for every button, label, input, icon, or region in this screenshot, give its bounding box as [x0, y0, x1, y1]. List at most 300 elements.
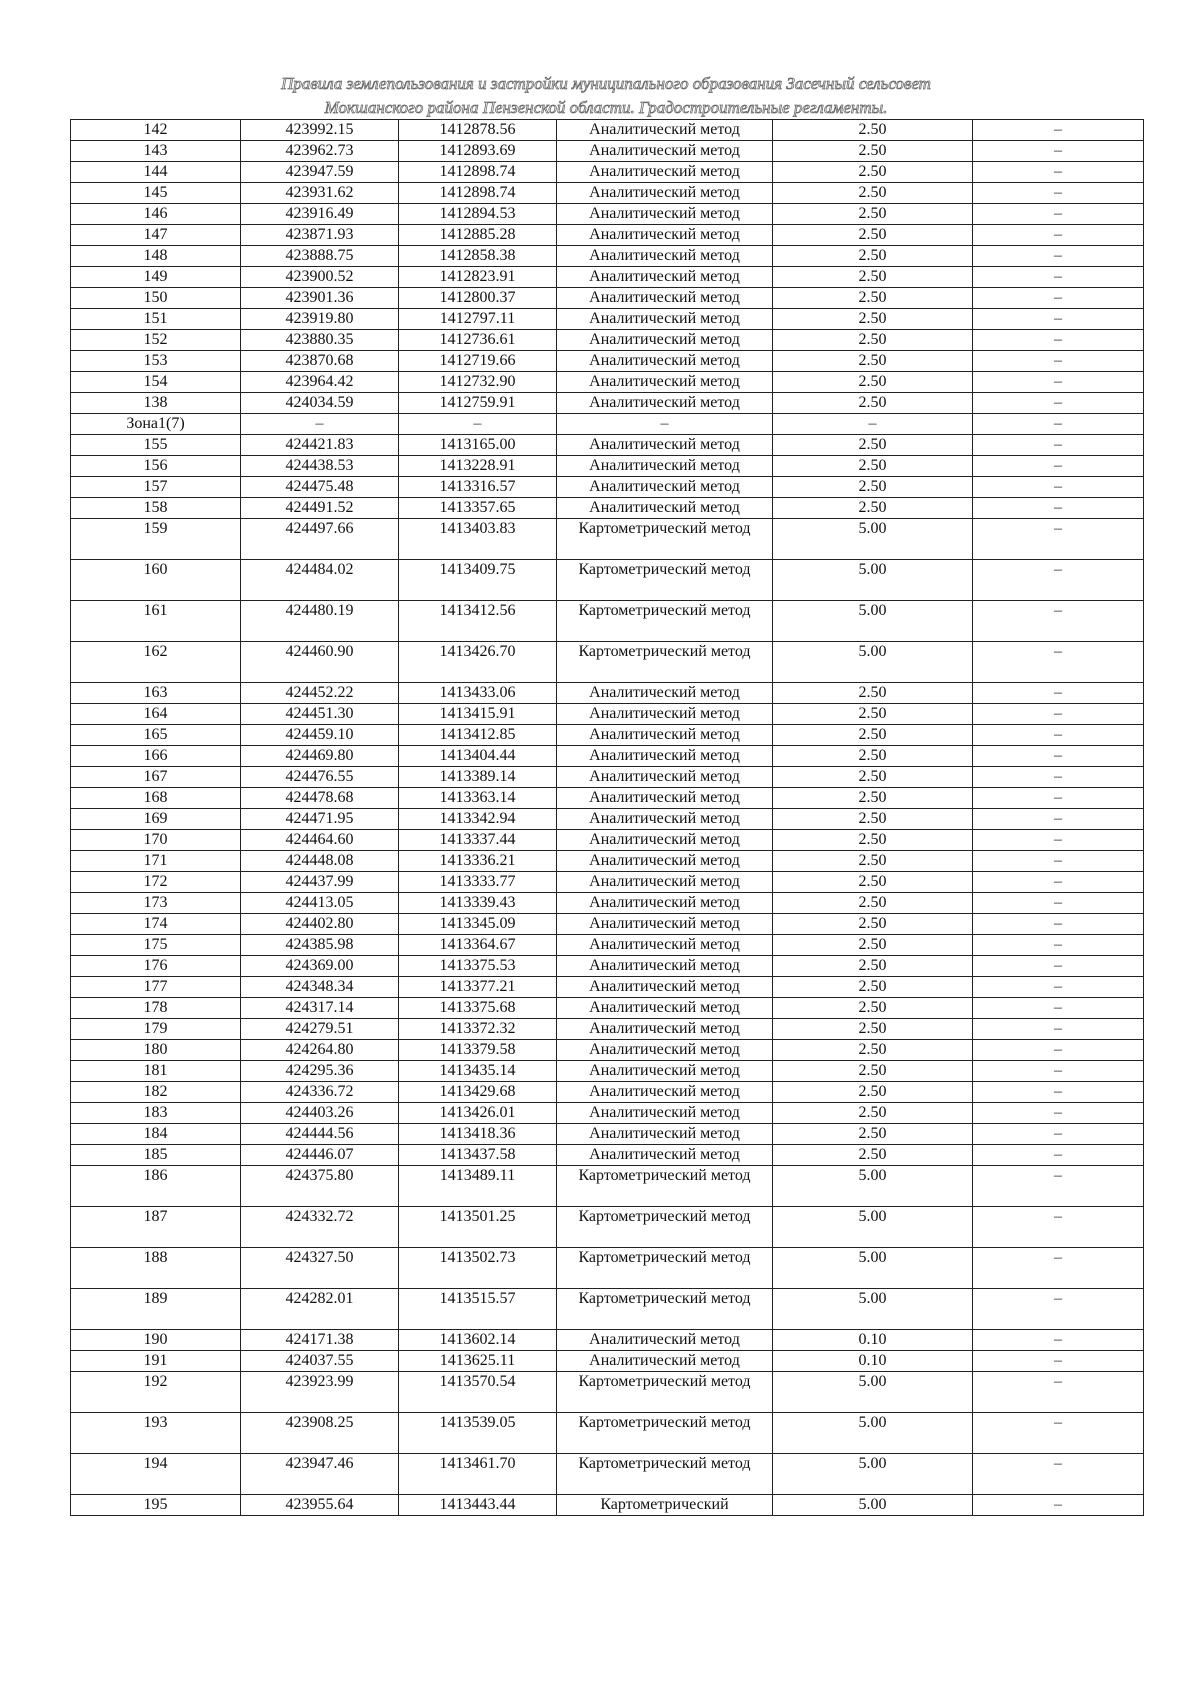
x-coordinate-cell: 424491.52 — [241, 498, 399, 519]
y-coordinate-cell: 1413377.21 — [399, 977, 557, 998]
method-cell: Аналитический метод — [557, 330, 773, 351]
note-cell: – — [973, 183, 1144, 204]
x-coordinate-cell: 424375.80 — [241, 1166, 399, 1207]
table-row — [71, 246, 1144, 267]
point-number-cell: 166 — [71, 746, 241, 767]
table-row — [71, 1248, 1144, 1289]
accuracy-cell: 5.00 — [773, 1413, 973, 1454]
y-coordinate-cell: 1413501.25 — [399, 1207, 557, 1248]
method-cell: Аналитический метод — [557, 746, 773, 767]
accuracy-cell: 2.50 — [773, 767, 973, 788]
x-coordinate-cell: 423964.42 — [241, 372, 399, 393]
method-cell: Аналитический метод — [557, 204, 773, 225]
table-row — [71, 809, 1144, 830]
method-cell: Аналитический метод — [557, 1124, 773, 1145]
table-row — [71, 1061, 1144, 1082]
note-cell: – — [973, 1061, 1144, 1082]
accuracy-cell: 2.50 — [773, 183, 973, 204]
method-cell: Аналитический метод — [557, 372, 773, 393]
accuracy-cell: 2.50 — [773, 851, 973, 872]
y-coordinate-cell: 1413426.70 — [399, 642, 557, 683]
note-cell: – — [973, 309, 1144, 330]
table-row — [71, 372, 1144, 393]
method-cell: Аналитический метод — [557, 872, 773, 893]
method-cell: Аналитический метод — [557, 141, 773, 162]
y-coordinate-cell: 1413364.67 — [399, 935, 557, 956]
y-coordinate-cell: 1413429.68 — [399, 1082, 557, 1103]
y-coordinate-cell: 1412858.38 — [399, 246, 557, 267]
x-coordinate-cell: 424452.22 — [241, 683, 399, 704]
note-cell: – — [973, 998, 1144, 1019]
accuracy-cell: 2.50 — [773, 998, 973, 1019]
note-cell: – — [973, 830, 1144, 851]
x-coordinate-cell: 423871.93 — [241, 225, 399, 246]
table-row — [71, 914, 1144, 935]
x-coordinate-cell: 423900.52 — [241, 267, 399, 288]
y-coordinate-cell: 1413345.09 — [399, 914, 557, 935]
y-coordinate-cell: 1413372.32 — [399, 1019, 557, 1040]
table-row — [71, 746, 1144, 767]
note-cell: – — [973, 456, 1144, 477]
accuracy-cell: 2.50 — [773, 456, 973, 477]
y-coordinate-cell: 1413375.68 — [399, 998, 557, 1019]
accuracy-cell: 5.00 — [773, 1289, 973, 1330]
point-number-cell: 145 — [71, 183, 241, 204]
point-number-cell: 190 — [71, 1330, 241, 1351]
y-coordinate-cell: 1412894.53 — [399, 204, 557, 225]
table-row — [71, 162, 1144, 183]
point-number-cell: 146 — [71, 204, 241, 225]
y-coordinate-cell: 1413443.44 — [399, 1495, 557, 1516]
method-cell: Аналитический метод — [557, 1351, 773, 1372]
y-coordinate-cell: 1413502.73 — [399, 1248, 557, 1289]
method-cell: Аналитический метод — [557, 1330, 773, 1351]
x-coordinate-cell: 423870.68 — [241, 351, 399, 372]
table-row — [71, 1454, 1144, 1495]
note-cell: – — [973, 1207, 1144, 1248]
method-cell: Аналитический метод — [557, 498, 773, 519]
x-coordinate-cell: 424451.30 — [241, 704, 399, 725]
y-coordinate-cell: 1413357.65 — [399, 498, 557, 519]
y-coordinate-cell: 1413433.06 — [399, 683, 557, 704]
x-coordinate-cell: 424460.90 — [241, 642, 399, 683]
accuracy-cell: 5.00 — [773, 1372, 973, 1413]
table-row — [71, 1019, 1144, 1040]
note-cell: – — [973, 1495, 1144, 1516]
x-coordinate-cell: 424471.95 — [241, 809, 399, 830]
accuracy-cell: 5.00 — [773, 1207, 973, 1248]
note-cell: – — [973, 498, 1144, 519]
x-coordinate-cell: 424385.98 — [241, 935, 399, 956]
point-number-cell: 138 — [71, 393, 241, 414]
table-row — [71, 393, 1144, 414]
y-coordinate-cell: 1412898.74 — [399, 162, 557, 183]
point-number-cell: 194 — [71, 1454, 241, 1495]
table-row — [71, 1495, 1144, 1516]
y-coordinate-cell: 1413570.54 — [399, 1372, 557, 1413]
x-coordinate-cell: 423923.99 — [241, 1372, 399, 1413]
point-number-cell: 159 — [71, 519, 241, 560]
x-coordinate-cell: 424295.36 — [241, 1061, 399, 1082]
x-coordinate-cell: 424475.48 — [241, 477, 399, 498]
table-row — [71, 498, 1144, 519]
table-row — [71, 267, 1144, 288]
method-cell: Аналитический метод — [557, 809, 773, 830]
accuracy-cell: 2.50 — [773, 393, 973, 414]
point-number-cell: 155 — [71, 435, 241, 456]
y-coordinate-cell: 1413339.43 — [399, 893, 557, 914]
y-coordinate-cell: 1413228.91 — [399, 456, 557, 477]
point-number-cell: 178 — [71, 998, 241, 1019]
x-coordinate-cell: 423931.62 — [241, 183, 399, 204]
accuracy-cell: 2.50 — [773, 1040, 973, 1061]
y-coordinate-cell: 1412898.74 — [399, 183, 557, 204]
method-cell: Аналитический метод — [557, 767, 773, 788]
x-coordinate-cell: 424034.59 — [241, 393, 399, 414]
note-cell: – — [973, 1454, 1144, 1495]
point-number-cell: 169 — [71, 809, 241, 830]
note-cell: – — [973, 372, 1144, 393]
accuracy-cell: 2.50 — [773, 267, 973, 288]
method-cell: Аналитический метод — [557, 1103, 773, 1124]
y-coordinate-cell: 1412800.37 — [399, 288, 557, 309]
method-cell: Аналитический метод — [557, 477, 773, 498]
table-row — [71, 788, 1144, 809]
accuracy-cell: 2.50 — [773, 977, 973, 998]
page-header — [70, 72, 1142, 120]
table-row — [71, 642, 1144, 683]
table-row — [71, 1207, 1144, 1248]
note-cell: – — [973, 977, 1144, 998]
x-coordinate-cell: 424448.08 — [241, 851, 399, 872]
method-cell: Аналитический метод — [557, 830, 773, 851]
accuracy-cell: 2.50 — [773, 435, 973, 456]
accuracy-cell: 2.50 — [773, 914, 973, 935]
y-coordinate-cell: 1413426.01 — [399, 1103, 557, 1124]
note-cell: – — [973, 1330, 1144, 1351]
y-coordinate-cell: 1413625.11 — [399, 1351, 557, 1372]
accuracy-cell: 5.00 — [773, 1454, 973, 1495]
note-cell: – — [973, 204, 1144, 225]
y-coordinate-cell: 1413404.44 — [399, 746, 557, 767]
table-row — [71, 560, 1144, 601]
note-cell: – — [973, 1289, 1144, 1330]
method-cell: Картометрический метод — [557, 1372, 773, 1413]
x-coordinate-cell: 424413.05 — [241, 893, 399, 914]
accuracy-cell: 2.50 — [773, 498, 973, 519]
table-row — [71, 183, 1144, 204]
method-cell: Картометрический метод — [557, 1413, 773, 1454]
point-number-cell: 193 — [71, 1413, 241, 1454]
note-cell: – — [973, 1413, 1144, 1454]
accuracy-cell: 5.00 — [773, 1495, 973, 1516]
x-coordinate-cell: 423947.59 — [241, 162, 399, 183]
point-number-cell: 173 — [71, 893, 241, 914]
method-cell: Аналитический метод — [557, 893, 773, 914]
point-number-cell: 174 — [71, 914, 241, 935]
x-coordinate-cell: 424476.55 — [241, 767, 399, 788]
table-row — [71, 456, 1144, 477]
method-cell: Аналитический метод — [557, 935, 773, 956]
table-row — [71, 767, 1144, 788]
y-coordinate-cell: 1413389.14 — [399, 767, 557, 788]
method-cell: Картометрический метод — [557, 1248, 773, 1289]
table-row — [71, 1413, 1144, 1454]
y-coordinate-cell: 1413435.14 — [399, 1061, 557, 1082]
note-cell: – — [973, 956, 1144, 977]
point-number-cell: 158 — [71, 498, 241, 519]
note-cell: – — [973, 1145, 1144, 1166]
accuracy-cell: 2.50 — [773, 1082, 973, 1103]
point-number-cell: 179 — [71, 1019, 241, 1040]
method-cell: Аналитический метод — [557, 977, 773, 998]
point-number-cell: 156 — [71, 456, 241, 477]
table-row — [71, 830, 1144, 851]
x-coordinate-cell: 424171.38 — [241, 1330, 399, 1351]
point-number-cell: 150 — [71, 288, 241, 309]
y-coordinate-cell: 1413489.11 — [399, 1166, 557, 1207]
x-coordinate-cell: 424464.60 — [241, 830, 399, 851]
note-cell: – — [973, 1019, 1144, 1040]
table-row — [71, 601, 1144, 642]
note-cell: – — [973, 935, 1144, 956]
note-cell: – — [973, 746, 1144, 767]
method-cell: Аналитический метод — [557, 704, 773, 725]
point-number-cell: 195 — [71, 1495, 241, 1516]
accuracy-cell: 5.00 — [773, 601, 973, 642]
note-cell: – — [973, 1351, 1144, 1372]
note-cell: – — [973, 141, 1144, 162]
method-cell: Аналитический метод — [557, 351, 773, 372]
method-cell: Аналитический метод — [557, 309, 773, 330]
coordinates-table-body — [71, 120, 1144, 1516]
table-row — [71, 893, 1144, 914]
y-coordinate-cell: 1413316.57 — [399, 477, 557, 498]
y-coordinate-cell: 1413375.53 — [399, 956, 557, 977]
method-cell: Аналитический метод — [557, 851, 773, 872]
point-number-cell: 165 — [71, 725, 241, 746]
method-cell: Аналитический метод — [557, 1019, 773, 1040]
note-cell: – — [973, 1124, 1144, 1145]
point-number-cell: 151 — [71, 309, 241, 330]
table-row — [71, 1082, 1144, 1103]
note-cell: – — [973, 1040, 1144, 1061]
table-row — [71, 120, 1144, 141]
table-row — [71, 1103, 1144, 1124]
point-number-cell: 192 — [71, 1372, 241, 1413]
table-row — [71, 956, 1144, 977]
y-coordinate-cell: 1413409.75 — [399, 560, 557, 601]
y-coordinate-cell: – — [399, 414, 557, 435]
point-number-cell: 180 — [71, 1040, 241, 1061]
x-coordinate-cell: 424369.00 — [241, 956, 399, 977]
y-coordinate-cell: 1413342.94 — [399, 809, 557, 830]
accuracy-cell: 2.50 — [773, 372, 973, 393]
header-line-1: Правила землепользования и застройки муниципального образования Засечный сельсовет — [281, 74, 931, 93]
x-coordinate-cell: 424264.80 — [241, 1040, 399, 1061]
point-number-cell: 191 — [71, 1351, 241, 1372]
table-row — [71, 872, 1144, 893]
point-number-cell: 170 — [71, 830, 241, 851]
note-cell: – — [973, 414, 1144, 435]
method-cell: Аналитический метод — [557, 393, 773, 414]
note-cell: – — [973, 560, 1144, 601]
accuracy-cell: 2.50 — [773, 809, 973, 830]
table-row — [71, 414, 1144, 435]
point-number-cell: 142 — [71, 120, 241, 141]
x-coordinate-cell: 423901.36 — [241, 288, 399, 309]
y-coordinate-cell: 1413363.14 — [399, 788, 557, 809]
table-row — [71, 1289, 1144, 1330]
point-number-cell: 187 — [71, 1207, 241, 1248]
point-number-cell: 161 — [71, 601, 241, 642]
table-row — [71, 725, 1144, 746]
y-coordinate-cell: 1412736.61 — [399, 330, 557, 351]
x-coordinate-cell: 423880.35 — [241, 330, 399, 351]
method-cell: Аналитический метод — [557, 1082, 773, 1103]
x-coordinate-cell: 424402.80 — [241, 914, 399, 935]
method-cell: Аналитический метод — [557, 162, 773, 183]
note-cell: – — [973, 288, 1144, 309]
method-cell: Картометрический метод — [557, 1289, 773, 1330]
accuracy-cell: 2.50 — [773, 872, 973, 893]
point-number-cell: 183 — [71, 1103, 241, 1124]
note-cell: – — [973, 1082, 1144, 1103]
accuracy-cell: 2.50 — [773, 351, 973, 372]
x-coordinate-cell: 423916.49 — [241, 204, 399, 225]
method-cell: Аналитический метод — [557, 1040, 773, 1061]
accuracy-cell: 5.00 — [773, 1248, 973, 1289]
y-coordinate-cell: 1412878.56 — [399, 120, 557, 141]
accuracy-cell: 0.10 — [773, 1351, 973, 1372]
note-cell: – — [973, 893, 1144, 914]
y-coordinate-cell: 1412823.91 — [399, 267, 557, 288]
point-number-cell: 157 — [71, 477, 241, 498]
method-cell: Картометрический метод — [557, 560, 773, 601]
table-row — [71, 330, 1144, 351]
y-coordinate-cell: 1413437.58 — [399, 1145, 557, 1166]
y-coordinate-cell: 1412885.28 — [399, 225, 557, 246]
point-number-cell: 168 — [71, 788, 241, 809]
point-number-cell: 163 — [71, 683, 241, 704]
y-coordinate-cell: 1412719.66 — [399, 351, 557, 372]
note-cell: – — [973, 120, 1144, 141]
method-cell: Аналитический метод — [557, 456, 773, 477]
accuracy-cell: 2.50 — [773, 246, 973, 267]
point-number-cell: 154 — [71, 372, 241, 393]
point-number-cell: 188 — [71, 1248, 241, 1289]
method-cell: Аналитический метод — [557, 120, 773, 141]
y-coordinate-cell: 1412732.90 — [399, 372, 557, 393]
accuracy-cell: 2.50 — [773, 120, 973, 141]
point-number-cell: 182 — [71, 1082, 241, 1103]
accuracy-cell: 5.00 — [773, 560, 973, 601]
accuracy-cell: 2.50 — [773, 288, 973, 309]
method-cell: Аналитический метод — [557, 914, 773, 935]
table-row — [71, 704, 1144, 725]
accuracy-cell: 2.50 — [773, 935, 973, 956]
note-cell: – — [973, 477, 1144, 498]
note-cell: – — [973, 642, 1144, 683]
method-cell: Картометрический метод — [557, 1166, 773, 1207]
header-line-2: Мокшанского района Пензенской области. Градостроительные регламенты. — [324, 98, 888, 117]
x-coordinate-cell: 423955.64 — [241, 1495, 399, 1516]
table-row — [71, 998, 1144, 1019]
point-number-cell: 144 — [71, 162, 241, 183]
x-coordinate-cell: 423908.25 — [241, 1413, 399, 1454]
note-cell: – — [973, 267, 1144, 288]
method-cell: Аналитический метод — [557, 998, 773, 1019]
table-row — [71, 351, 1144, 372]
point-number-cell: 162 — [71, 642, 241, 683]
point-number-cell: 185 — [71, 1145, 241, 1166]
point-number-cell: 181 — [71, 1061, 241, 1082]
table-row — [71, 141, 1144, 162]
note-cell: – — [973, 767, 1144, 788]
accuracy-cell: 2.50 — [773, 141, 973, 162]
point-number-cell: 164 — [71, 704, 241, 725]
y-coordinate-cell: 1413412.85 — [399, 725, 557, 746]
point-number-cell: 143 — [71, 141, 241, 162]
x-coordinate-cell: 423962.73 — [241, 141, 399, 162]
point-number-cell: 167 — [71, 767, 241, 788]
accuracy-cell: 2.50 — [773, 1124, 973, 1145]
accuracy-cell: 2.50 — [773, 704, 973, 725]
y-coordinate-cell: 1413379.58 — [399, 1040, 557, 1061]
method-cell: Картометрический метод — [557, 642, 773, 683]
method-cell: Аналитический метод — [557, 1145, 773, 1166]
accuracy-cell: 5.00 — [773, 642, 973, 683]
table-row — [71, 1351, 1144, 1372]
point-number-cell: 152 — [71, 330, 241, 351]
point-number-cell: 149 — [71, 267, 241, 288]
accuracy-cell: 2.50 — [773, 956, 973, 977]
method-cell: Аналитический метод — [557, 788, 773, 809]
x-coordinate-cell: 424348.34 — [241, 977, 399, 998]
method-cell: Аналитический метод — [557, 1061, 773, 1082]
x-coordinate-cell: 424437.99 — [241, 872, 399, 893]
x-coordinate-cell: 423947.46 — [241, 1454, 399, 1495]
x-coordinate-cell: 423992.15 — [241, 120, 399, 141]
y-coordinate-cell: 1412759.91 — [399, 393, 557, 414]
method-cell: Аналитический метод — [557, 956, 773, 977]
note-cell: – — [973, 351, 1144, 372]
x-coordinate-cell: 424484.02 — [241, 560, 399, 601]
x-coordinate-cell: 424480.19 — [241, 601, 399, 642]
x-coordinate-cell: 423919.80 — [241, 309, 399, 330]
x-coordinate-cell: 424459.10 — [241, 725, 399, 746]
point-number-cell: 153 — [71, 351, 241, 372]
table-row — [71, 1124, 1144, 1145]
note-cell: – — [973, 1166, 1144, 1207]
accuracy-cell: 2.50 — [773, 330, 973, 351]
accuracy-cell: 2.50 — [773, 725, 973, 746]
table-row — [71, 204, 1144, 225]
accuracy-cell: 2.50 — [773, 1145, 973, 1166]
point-number-cell: 172 — [71, 872, 241, 893]
point-number-cell: 171 — [71, 851, 241, 872]
accuracy-cell: 5.00 — [773, 519, 973, 560]
x-coordinate-cell: 424327.50 — [241, 1248, 399, 1289]
point-number-cell: 184 — [71, 1124, 241, 1145]
y-coordinate-cell: 1413165.00 — [399, 435, 557, 456]
table-row — [71, 1330, 1144, 1351]
y-coordinate-cell: 1413412.56 — [399, 601, 557, 642]
y-coordinate-cell: 1413333.77 — [399, 872, 557, 893]
accuracy-cell: 2.50 — [773, 683, 973, 704]
point-number-cell: 186 — [71, 1166, 241, 1207]
x-coordinate-cell: 424444.56 — [241, 1124, 399, 1145]
